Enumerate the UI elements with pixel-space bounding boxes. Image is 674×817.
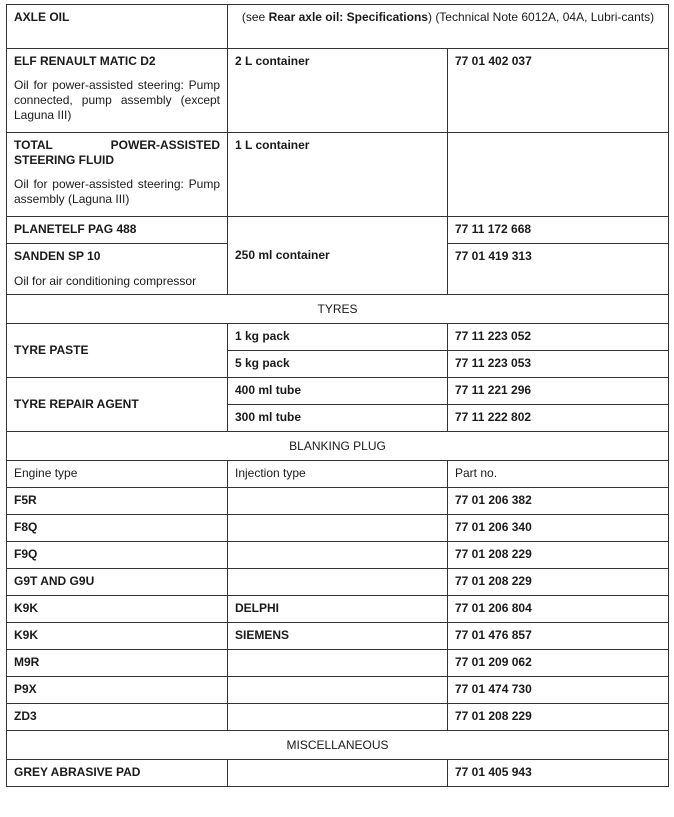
engine-type-cell: F8Q	[7, 515, 228, 542]
sanden-part-number: 77 01 419 313	[448, 244, 669, 295]
injection-type-cell	[228, 704, 448, 731]
injection-type-cell	[228, 650, 448, 677]
total-container: 1 L container	[228, 133, 448, 217]
total-name: TOTAL POWER-ASSISTED STEERING FLUID	[14, 138, 220, 167]
total-cell	[7, 133, 228, 217]
injection-type-cell: SIEMENS	[228, 623, 448, 650]
blanking-heading: BLANKING PLUG	[7, 432, 669, 461]
table-row	[7, 760, 669, 787]
misc-heading: MISCELLANEOUS	[7, 731, 669, 760]
table-row	[7, 650, 669, 677]
elf-description: Oil for power-assisted steering: Pump connected, pump assembly (except Laguna III)	[14, 78, 220, 122]
section-header-row	[7, 432, 669, 461]
table-row	[7, 49, 669, 133]
table-row	[7, 488, 669, 515]
part-number-cell: 77 01 476 857	[448, 623, 669, 650]
engine-type-header: Engine type	[7, 461, 228, 488]
sanden-cell	[7, 244, 228, 295]
tyre-repair-name: TYRE REPAIR AGENT	[7, 378, 228, 432]
engine-type-cell: F5R	[7, 488, 228, 515]
tyre-paste-part-1: 77 11 223 052	[448, 324, 669, 351]
elf-name: ELF RENAULT MATIC D2	[14, 54, 156, 68]
part-number-cell: 77 01 208 229	[448, 542, 669, 569]
shared-container: 250 ml container	[228, 217, 448, 295]
section-header-row	[7, 295, 669, 324]
table-row	[7, 324, 669, 351]
part-number-cell: 77 01 474 730	[448, 677, 669, 704]
table-row	[7, 623, 669, 650]
table-row	[7, 5, 669, 49]
total-part-number	[448, 133, 669, 217]
consumables-table	[6, 4, 669, 787]
tyre-paste-pack-2: 5 kg pack	[228, 351, 448, 378]
tyre-repair-part-1: 77 11 221 296	[448, 378, 669, 405]
injection-type-cell	[228, 515, 448, 542]
injection-type-cell	[228, 488, 448, 515]
tyre-repair-pack-1: 400 ml tube	[228, 378, 448, 405]
axle-oil-note-suffix: ) (Technical Note 6012A, 04A, Lubri-cants)	[427, 10, 655, 24]
injection-type-cell	[228, 569, 448, 596]
tyres-heading: TYRES	[7, 295, 669, 324]
engine-type-cell: M9R	[7, 650, 228, 677]
injection-type-cell	[228, 677, 448, 704]
tyre-repair-part-2: 77 11 222 802	[448, 405, 669, 432]
part-number-cell: 77 01 209 062	[448, 650, 669, 677]
grey-pad-name: GREY ABRASIVE PAD	[7, 760, 228, 787]
table-row	[7, 515, 669, 542]
engine-type-cell: P9X	[7, 677, 228, 704]
axle-oil-note-prefix: (see	[241, 10, 269, 24]
injection-type-header: Injection type	[228, 461, 448, 488]
planetelf-name: PLANETELF PAG 488	[7, 217, 228, 244]
planetelf-part-number: 77 11 172 668	[448, 217, 669, 244]
axle-oil-note-link: Rear axle oil: Specifications	[268, 10, 428, 24]
engine-type-cell: K9K	[7, 623, 228, 650]
blanking-rows	[7, 488, 669, 731]
part-number-cell: 77 01 208 229	[448, 569, 669, 596]
grey-pad-part-number: 77 01 405 943	[448, 760, 669, 787]
tyre-repair-pack-2: 300 ml tube	[228, 405, 448, 432]
section-header-row	[7, 731, 669, 760]
tyre-paste-part-2: 77 11 223 053	[448, 351, 669, 378]
sanden-description: Oil for air conditioning compressor	[14, 274, 197, 288]
axle-oil-name: AXLE OIL	[7, 5, 228, 49]
table-row	[7, 378, 669, 405]
table-row	[7, 569, 669, 596]
elf-cell	[7, 49, 228, 133]
part-number-cell: 77 01 206 804	[448, 596, 669, 623]
tyre-paste-name: TYRE PASTE	[7, 324, 228, 378]
engine-type-cell: ZD3	[7, 704, 228, 731]
engine-type-cell: F9Q	[7, 542, 228, 569]
table-row	[7, 704, 669, 731]
elf-part-number: 77 01 402 037	[448, 49, 669, 133]
part-number-cell: 77 01 206 340	[448, 515, 669, 542]
table-row	[7, 217, 669, 244]
axle-oil-note	[228, 5, 669, 49]
total-description: Oil for power-assisted steering: Pump assembly (Laguna III)	[14, 177, 220, 206]
table-row	[7, 596, 669, 623]
grey-pad-empty	[228, 760, 448, 787]
table-row	[7, 133, 669, 217]
column-header-row	[7, 461, 669, 488]
part-number-cell: 77 01 206 382	[448, 488, 669, 515]
tyre-paste-pack-1: 1 kg pack	[228, 324, 448, 351]
injection-type-cell: DELPHI	[228, 596, 448, 623]
part-number-header: Part no.	[448, 461, 669, 488]
table-row	[7, 677, 669, 704]
elf-container: 2 L container	[228, 49, 448, 133]
part-number-cell: 77 01 208 229	[448, 704, 669, 731]
engine-type-cell: G9T AND G9U	[7, 569, 228, 596]
engine-type-cell: K9K	[7, 596, 228, 623]
table-row	[7, 542, 669, 569]
injection-type-cell	[228, 542, 448, 569]
sanden-name: SANDEN SP 10	[14, 249, 101, 263]
